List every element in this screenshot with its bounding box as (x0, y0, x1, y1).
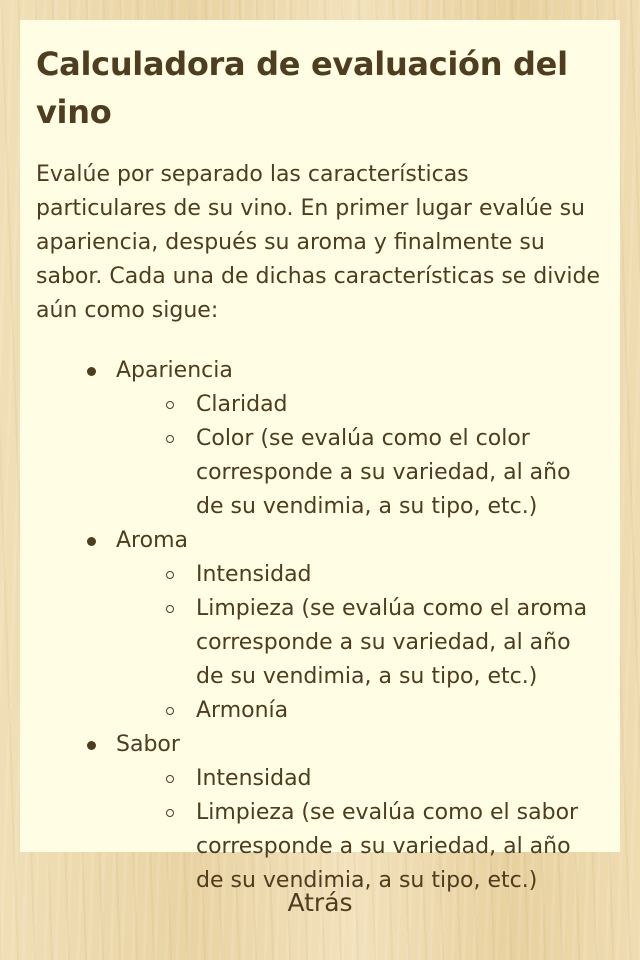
category-label: Sabor (116, 732, 180, 757)
bullet-circle-icon (166, 707, 174, 715)
bullet-disc-icon (87, 537, 96, 546)
subcriterion-label: Claridad (196, 392, 288, 417)
criteria-list (36, 354, 604, 898)
list-item (196, 592, 604, 694)
footer-bar (0, 852, 640, 960)
subcriterion-label: Intensidad (196, 766, 312, 791)
bullet-circle-icon (166, 571, 174, 579)
list-item (196, 388, 604, 422)
bullet-disc-icon (87, 741, 96, 750)
content-card[interactable] (20, 20, 620, 893)
bullet-disc-icon (87, 367, 96, 376)
list-item (196, 558, 604, 592)
bullet-circle-icon (166, 809, 174, 817)
list-item (196, 422, 604, 524)
intro-paragraph: Evalúe por separado las características particulares de su vino. En primer lugar evalúe su apariencia, después su aroma y finalmente su sabor. Cada una de dichas características se divide aún como sigue: (36, 162, 601, 323)
category-appearance (116, 354, 604, 524)
category-label: Aroma (116, 528, 188, 553)
page-title: Calculadora de evaluación del vino (36, 45, 568, 131)
subcriterion-label: Color (se evalúa como el color corresponde a su variedad, al año de su vendimia, a su tipo, etc.) (196, 426, 571, 519)
list-item (196, 762, 604, 796)
bullet-circle-icon (166, 605, 174, 613)
subcriterion-label: Intensidad (196, 562, 312, 587)
subcriterion-label: Limpieza (se evalúa como el aroma corresponde a su variedad, al año de su vendimia, a su tipo, etc.) (196, 596, 588, 689)
subcriterion-label: Limpieza (se evalúa como el sabor corresponde a su variedad, al año de su vendimia, a su tipo, etc.) (196, 800, 579, 893)
list-item (196, 694, 604, 728)
subcriterion-label: Armonía (196, 698, 289, 723)
subcriteria-list (116, 388, 604, 524)
bullet-circle-icon (166, 775, 174, 783)
bullet-circle-icon (166, 435, 174, 443)
bullet-circle-icon (166, 401, 174, 409)
category-aroma (116, 524, 604, 728)
category-label: Apariencia (116, 358, 233, 383)
subcriteria-list (116, 558, 604, 728)
back-button[interactable]: Atrás (287, 888, 353, 917)
